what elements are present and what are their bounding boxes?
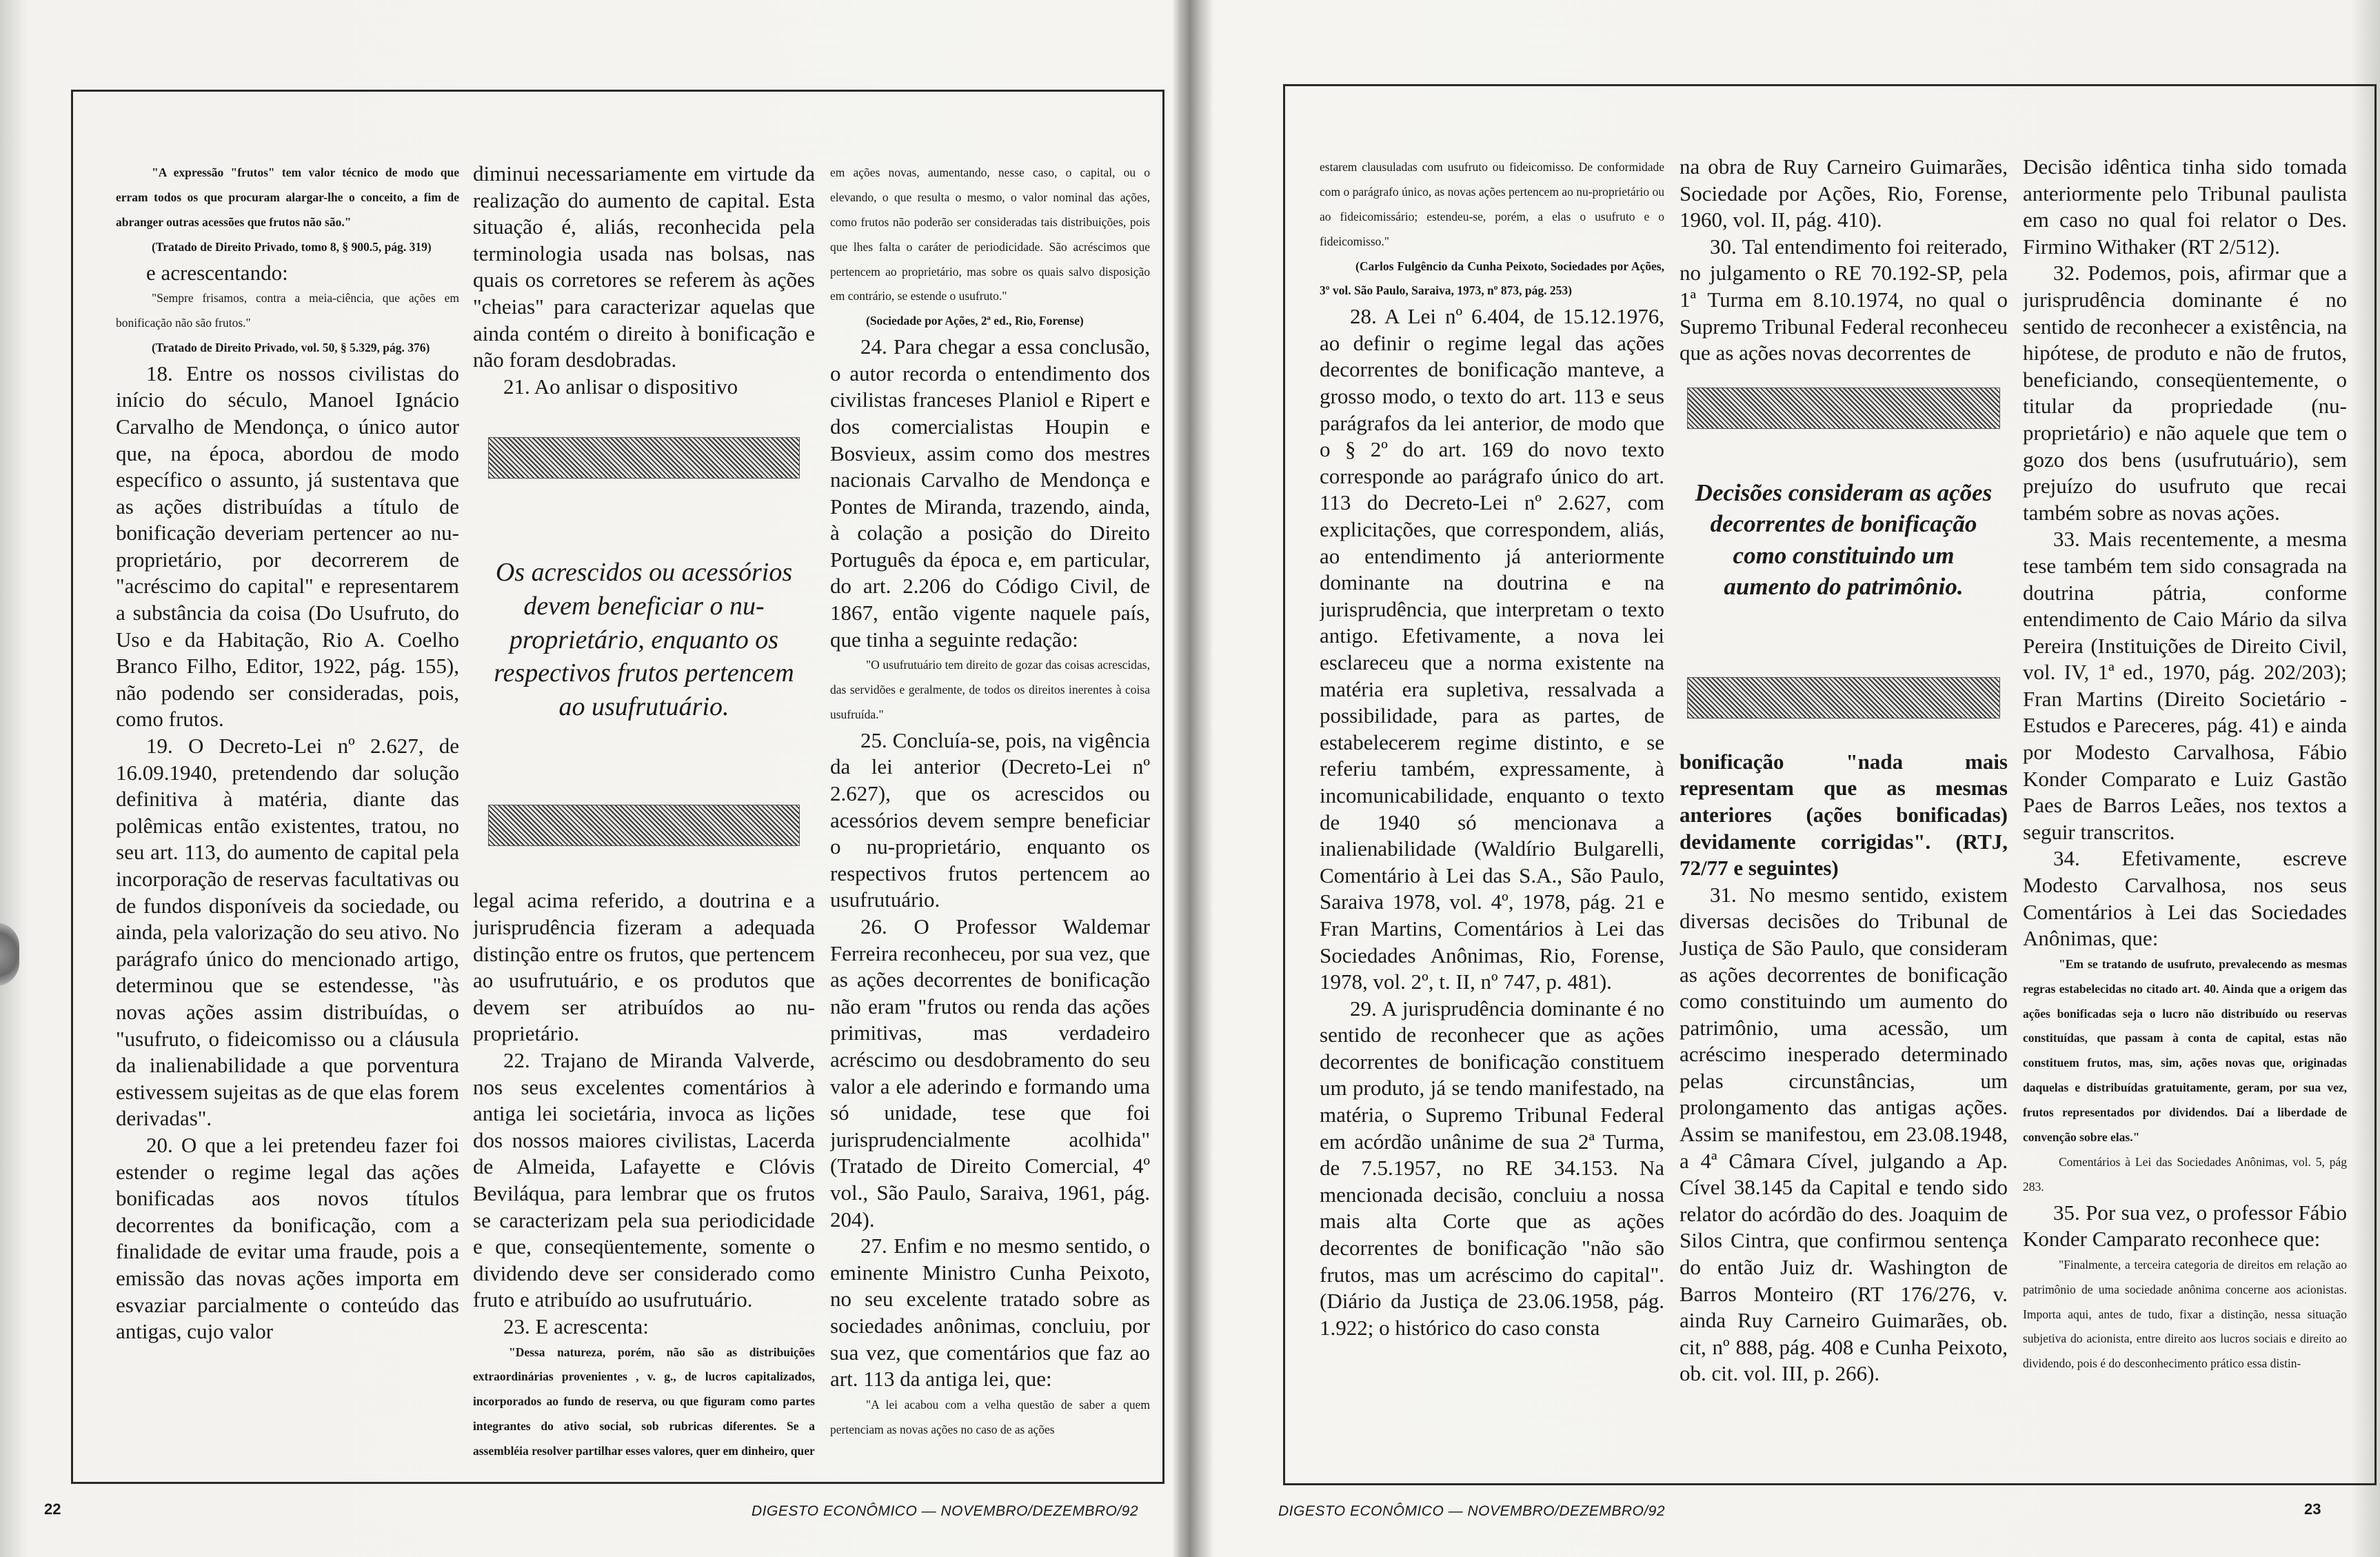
paragraph: Decisão idêntica tinha sido tomada anteriormente pelo Tribunal paulista em caso no qual foi relator o Des. Firmino Withaker (RT 2/512). <box>2023 154 2347 259</box>
paragraph-35: 35. Por sua vez, o professor Fábio Konder Camparato reconhece que: <box>2023 1200 2347 1252</box>
decorative-hatch-bar <box>1687 388 2000 429</box>
paragraph-25: 25. Concluía-se, pois, na vigência da lei anterior (Decreto-Lei nº 2.627), que os acrescidos ou acessórios devem sempre beneficiar o nu-proprietário, enquanto os respectivos frutos pertencem ao usufrutuário. <box>830 727 1150 912</box>
page-footer: DIGESTO ECONÔMICO — NOVEMBRO/DEZEMBRO/92 <box>1278 1503 1666 1519</box>
paragraph-24: 24. Para chegar a essa conclusão, o autor recorda o entendimento dos civilistas franceses Planiol e Ripert e dos comercialistas Houpin e Bosvieux, assim como dos mestres nacionais Carvalho de Mendonça e Pontes de Miranda, trazendo, ainda, à colação a posição do Direito Português da época e, em particular, do art. 2.206 do Código Civil, de 1867, então vigente naquele país, que tinha a seguinte redação: <box>830 334 1150 652</box>
paragraph-23: 23. E acrescenta: <box>503 1314 649 1338</box>
decorative-hatch-bar <box>1687 677 2000 719</box>
quote: em ações novas, aumentando, nesse caso, o capital, ou o elevando, o que resulta o mesmo, o valor nominal das ações, como frutos não poderão ser consideradas tais distribuições, pois que lhes falta o caráter de periodicidade. São acréscimos que pertencem ao proprietário, mas sobre os quais salvo disposição em contrário, se estende o usufruto." <box>830 165 1150 303</box>
paragraph: diminui necessariamente em virtude da realização do aumento de capital. Esta situação é, aliás, reconhecida pela terminologia usada nas bolsas, nas quais os corretores se referem às ações "cheias" para caracterizar aquelas que ainda contém o direito à bonificação e não foram desdobradas. <box>473 161 815 372</box>
paragraph-18: 18. Entre os nossos civilistas do início do século, Manoel Ignácio Carvalho de Mendonça, o único autor que, na época, abordou de modo específico o assunto, já sustentava que as ações distribuídas a título de bonificação deveriam pertencer ao nu-proprietário, por decorrerem de "acréscimo do capital" e representarem a substância da coisa (Do Usufruto, do Uso e da Habitação, Rio A. Coelho Branco Filho, Editor, 1922, pág. 155), não podendo ser consideradas, pois, como frutos. <box>116 361 459 732</box>
quote: "Dessa natureza, porém, não são as distribuições extraordinárias provenientes , v. g., de lucros capitalizados, incorporados ao fundo de reserva, ou que figuram como partes integrantes do ativo social, sob rubricas diferentes. Se a assembléia resolver partilhar esses valores, quer em dinheiro, quer <box>473 1345 815 1458</box>
page-frame <box>1283 84 2377 1485</box>
page-23 <box>1190 0 2380 1557</box>
paragraph-27: 27. Enfim e no mesmo sentido, o eminente Ministro Cunha Peixoto, no seu excelente tratado sobre as sociedades anônimas, concluiu, por sua vez, que comentários que faz ao art. 113 da antiga lei, que: <box>830 1234 1150 1392</box>
paragraph: na obra de Ruy Carneiro Guimarães, Sociedade por Ações, Rio, Forense, 1960, vol. II, pág. 410). <box>1680 154 2008 232</box>
paragraph: bonificação "nada mais representam que as mesmas anteriores (ações bonificadas) devidamente corrigidas". (RTJ, 72/77 e seguintes) <box>1680 749 2008 881</box>
paragraph-22: 22. Trajano de Miranda Valverde, nos seus excelentes comentários à antiga lei societária, invoca as lições dos nossos maiores civilistas, Lacerda de Almeida, Lafayette e Clóvis Beviláqua, para lembrar que os frutos se caracterizam pela sua periodicidade e que, conseqüentemente, somente o dividendo deve ser considerado como fruto e atribuído ao usufrutuário. <box>473 1048 815 1312</box>
paragraph-34: 34. Efetivamente, escreve Modesto Carvalhosa, nos seus Comentários à Lei das Sociedades Anônimas, que: <box>2023 846 2347 951</box>
pull-quote: Os acrescidos ou acessórios devem beneficiar o nu-proprietário, enquanto os respectivos frutos pertencem ao usufrutuário. <box>494 558 794 721</box>
paragraph: e acrescentando: <box>146 260 288 285</box>
citation-text: Comentários à Lei das Sociedades Anônimas, vol. 5, pág 283. <box>2023 1154 2347 1194</box>
page-number: 22 <box>44 1500 61 1518</box>
citation: (Tratado de Direito Privado, vol. 50, § 5.329, pág. 376) <box>152 340 430 354</box>
column-2 <box>473 161 815 1464</box>
binding-hole <box>0 923 19 986</box>
quote: "O usufrutuário tem direito de gozar das coisas acrescidas, das servidões e geralmente, de todos os direitos inerentes à coisa usufruída." <box>830 658 1150 721</box>
paragraph-33: 33. Mais recentemente, a mesma tese também tem sido consagrada na doutrina pátria, conforme entendimento de Caio Mário da silva Pereira (Instituições de Direito Civil, vol. IV, 1ª ed., 1970, pág. 202/203); Fran Martins (Direito Societário - Estudos e Pareceres, pág. 41) e ainda por Modesto Carvalhosa, Fábio Konder Comparato e Luiz Gastão Paes de Barros Leães, nos textos a seguir transcritos. <box>2023 527 2347 844</box>
citation: (Sociedade por Ações, 2ª ed., Rio, Forense) <box>866 314 1084 328</box>
paragraph: legal acima referido, a doutrina e a jurisprudência fizeram a adequada distinção entre os frutos, que pertencem ao usufrutuário, e os produtos que devem ser atribuídos ao nu-proprietário. <box>473 888 815 1046</box>
column-1 <box>1320 155 1664 1341</box>
paragraph-32: 32. Podemos, pois, afirmar que a jurisprudência dominante é no sentido de reconhecer a existência, na hipótese, de produto e não de frutos, beneficiando, conseqüentemente, o titular da propriedade (nu-proprietário) e não aquele que tem o gozo dos bens (usufrutuário), sem prejuízo do usufruto que recai também sobre as novas ações. <box>2023 261 2347 525</box>
quote: "A expressão "frutos" tem valor técnico de modo que erram todos os que procuram alargar-lhe o conceito, a fim de abranger outras acessões que frutos não são." <box>116 165 459 229</box>
citation: (Tratado de Direito Privado, tomo 8, § 900.5, pág. 319) <box>152 239 432 254</box>
quote: "Sempre frisamos, contra a meia-ciência, que ações em bonificação não são frutos." <box>116 291 459 330</box>
quote: "Em se tratando de usufruto, prevalecendo as mesmas regras estabelecidas no citado art. 40. Ainda que a origem das ações bonificadas seja o lucro não distribuído ou reservas constituídas, que passam à conta de capital, estas não constituem frutos, mas, sim, ações novas que, originadas daquelas e distribuídas gratuitamente, geram, por sua vez, frutos representados por dividendos. Daí a liberdade de convenção sobre elas." <box>2023 956 2347 1144</box>
column-3 <box>830 161 1150 1442</box>
paragraph-29: 29. A jurisprudência dominante é no sentido de reconhecer que as ações decorrentes de bonificação constituem um produto, já se tendo manifestado, na matéria, o Supremo Tribunal Federal em acórdão unânime de sua 2ª Turma, de 7.5.1957, no RE 34.153. Na mencionada decisão, concluiu a nossa mais alta Corte que as ações decorrentes de bonificação "não são frutos, mas um acréscimo do capital". (Diário da Justiça de 23.06.1958, pág. 1.922; o histórico do caso consta <box>1320 996 1664 1340</box>
paragraph-21: 21. Ao anlisar o dispositivo <box>503 374 738 399</box>
quote: "Finalmente, a terceira categoria de direitos em relação ao patrimônio de uma sociedade anônima concerne aos acionistas. Importa aqui, antes de tudo, fixar a distinção, nessa situação subjetiva do acionista, entre direito aos lucros sociais e direito ao dividendo, pois é do desconhecimento prático essa distin- <box>2023 1257 2347 1371</box>
citation: (Carlos Fulgêncio da Cunha Peixoto, Sociedades por Ações, 3º vol. São Paulo, Saraiva, 1973, nº 873, pág. 253) <box>1320 259 1664 298</box>
paragraph-30: 30. Tal entendimento foi reiterado, no julgamento o RE 70.192-SP, pela 1ª Turma em 8.10.1974, no qual o Supremo Tribunal Federal reconheceu que as ações novas decorrentes de <box>1680 234 2008 365</box>
page-frame <box>71 90 1164 1484</box>
quote: estarem clausuladas com usufruto ou fideicomisso. De conformidade com o parágrafo único, as novas ações pertencem ao nu-proprietário ou ao fideicomissário; estendeu-se, porém, a elas o usufruto e o fideicomisso." <box>1320 160 1664 248</box>
paragraph-20: 20. O que a lei pretendeu fazer foi estender o regime legal das ações bonificadas aos novos títulos decorrentes da bonificação, com a finalidade de evitar uma fraude, pois a emissão das novas ações importa em esvaziar parcialmente o conteúdo das antigas, cujo valor <box>116 1132 459 1344</box>
citation <box>2023 1150 2347 1200</box>
column-3 <box>2023 154 2347 1376</box>
paragraph-26: 26. O Professor Waldemar Ferreira reconheceu, por sua vez, que as ações decorrentes de bonificação não eram "frutos ou renda das ações primitivas, mas verdadeiro acréscimo ou desdobramento do seu valor a ele aderindo e formando uma só unidade, tese que foi jurisprudencialmente acolhida" (Tratado de Direito Comercial, 4º vol., São Paulo, Saraiva, 1961, pág. 204). <box>830 914 1150 1232</box>
pull-quote: Decisões consideram as ações decorrentes de bonificação como constituindo um aumento do patrimônio. <box>1695 479 1993 601</box>
page-footer: DIGESTO ECONÔMICO — NOVEMBRO/DEZEMBRO/92 <box>752 1503 1139 1519</box>
column-2 <box>1680 154 2008 1387</box>
paragraph-19: 19. O Decreto-Lei nº 2.627, de 16.09.1940, pretendendo dar solução definitiva à matéria, diante das polêmicas então existentes, tratou, no seu art. 113, do aumento de capital pela incorporação de reservas facultativas ou de fundos disponíveis da sociedade, ou ainda, pela valorização do seu ativo. No parágrafo único do mencionado artigo, determinou que se estendesse, "às novas ações assim distribuídas, o "usufruto, o fideicomisso ou a cláusula da inalienabilidade a que porventura estivessem sujeitas as de que elas forem derivadas". <box>116 734 459 1131</box>
paragraph-31: 31. No mesmo sentido, existem diversas decisões do Tribunal de Justiça de São Paulo, que consideram as ações decorrentes de bonificação como constituindo um aumento do patrimônio, uma acessão, um acréscimo inesperado determinado pelas circunstâncias, um prolongamento das antigas ações. Assim se manifestou, em 23.08.1948, a 4ª Câmara Cível, julgando a Ap. Cível 38.145 da Capital e tendo sido relator do acórdão do des. Joaquim de Silos Cintra, que confirmou sentença do então Juiz dr. Washington de Barros Monteiro (RT 176/276, v. ainda Ruy Carneiro Guimarães, ob. cit, nº 888, pág. 408 e Cunha Peixoto, ob. cit. vol. III, p. 266). <box>1680 882 2008 1386</box>
page-number: 23 <box>2304 1500 2321 1518</box>
column-1 <box>116 161 459 1345</box>
decorative-hatch-bar <box>488 437 800 479</box>
quote: "A lei acabou com a velha questão de saber a quem pertenciam as novas ações no caso de as ações <box>830 1397 1150 1436</box>
decorative-hatch-bar <box>488 805 800 846</box>
paragraph-28: 28. A Lei nº 6.404, de 15.12.1976, ao definir o regime legal das ações decorrentes de bonificação manteve, a grosso modo, o texto do art. 113 e seus parágrafos da lei anterior, de modo que o § 2º do art. 169 do novo texto corresponde ao parágrafo único do art. 113 do Decreto-Lei nº 2.627, com explicitações, que correspondem, aliás, ao entendimento já anteriormente dominante na doutrina e na jurisprudência, que interpretam o texto antigo. Efetivamente, a nova lei esclareceu que a norma existente na matéria era supletiva, ressalvada a possibilidade, para as partes, de estabelecerem regime distinto, e se referiu também, expressamente, à incomunicabilidade, enquanto o texto de 1940 só mencionava a inalienabilidade (Waldírio Bulgarelli, Comentário à Lei das S.A., São Paulo, Saraiva 1978, vol. 4º, 1978, pág. 21 e Fran Martins, Comentários à Lei das Sociedades Anônimas, Rio, Forense, 1978, vol. 2º, t. II, nº 747, p. 481). <box>1320 304 1664 994</box>
